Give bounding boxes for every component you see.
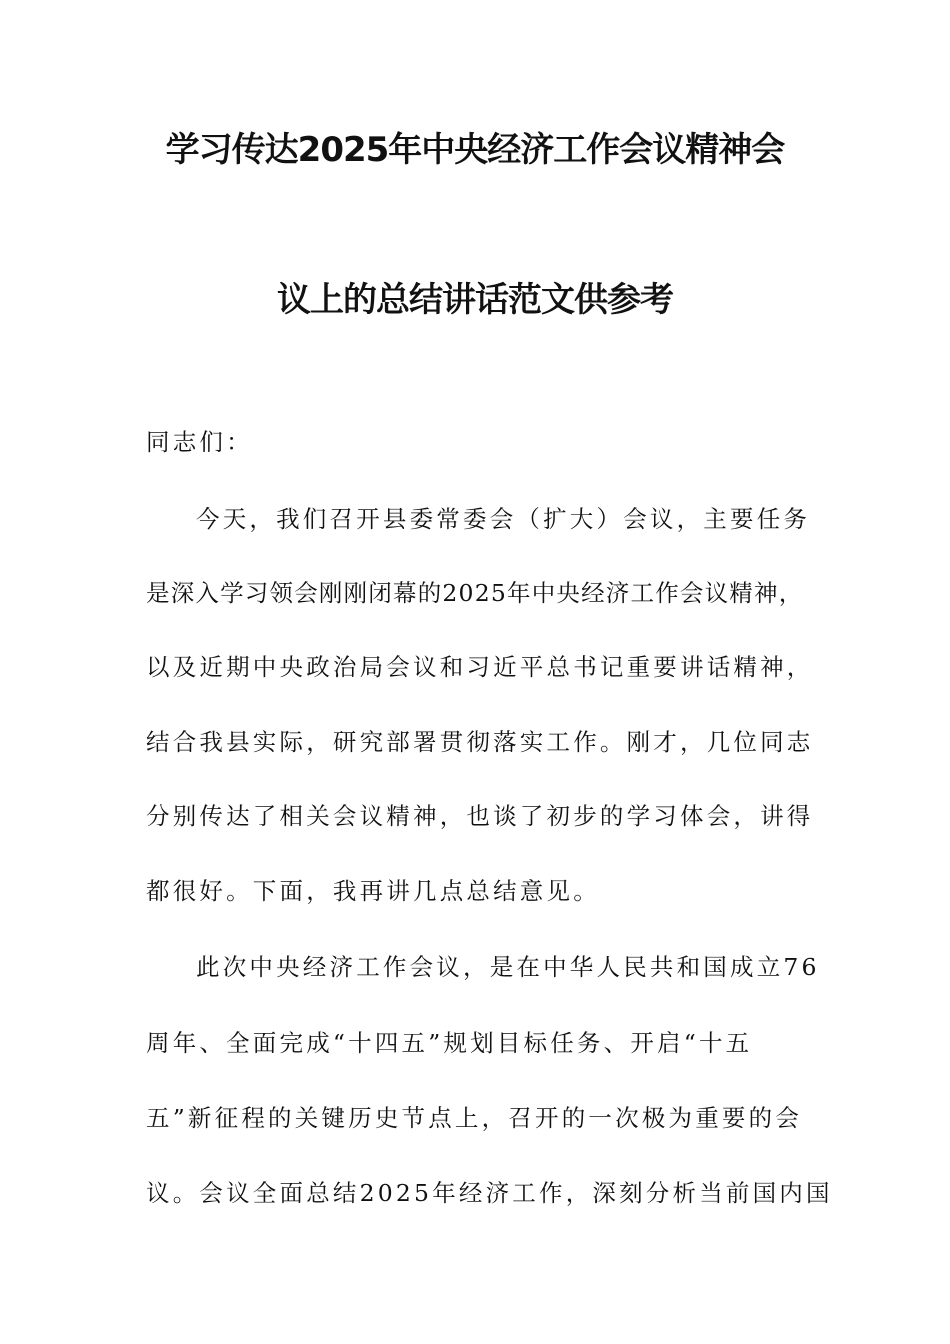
paragraph-2-line-3: 五”新征程的关键历史节点上，召开的一次极为重要的会 <box>146 1104 803 1132</box>
paragraph-2-line-1: 此次中央经济工作会议，是在中华人民共和国成立76 <box>196 953 820 981</box>
document-title-line-2: 议上的总结讲话范文供参考 <box>277 280 673 320</box>
paragraph-1-line-6: 都很好。下面，我再讲几点总结意见。 <box>146 877 600 905</box>
document-title-line-1: 学习传达2025年中央经济工作会议精神会 <box>165 130 785 170</box>
paragraph-2-line-4: 议。会议全面总结2025年经济工作，深刻分析当前国内国 <box>146 1179 833 1207</box>
paragraph-1-line-5: 分别传达了相关会议精神，也谈了初步的学习体会，讲得 <box>146 802 814 830</box>
paragraph-1-line-2: 是深入学习领会刚刚闭幕的2025年中央经济工作会议精神， <box>146 579 804 607</box>
paragraph-1-line-1: 今天，我们召开县委常委会（扩大）会议，主要任务 <box>196 505 811 533</box>
paragraph-2-line-2: 周年、全面完成“十四五”规划目标任务、开启“十五 <box>146 1029 753 1057</box>
paragraph-1-line-4: 结合我县实际，研究部署贯彻落实工作。刚才，几位同志 <box>146 728 814 756</box>
paragraph-1-line-3: 以及近期中央政治局会议和习近平总书记重要讲话精神， <box>146 653 814 681</box>
salutation: 同志们： <box>146 428 253 456</box>
